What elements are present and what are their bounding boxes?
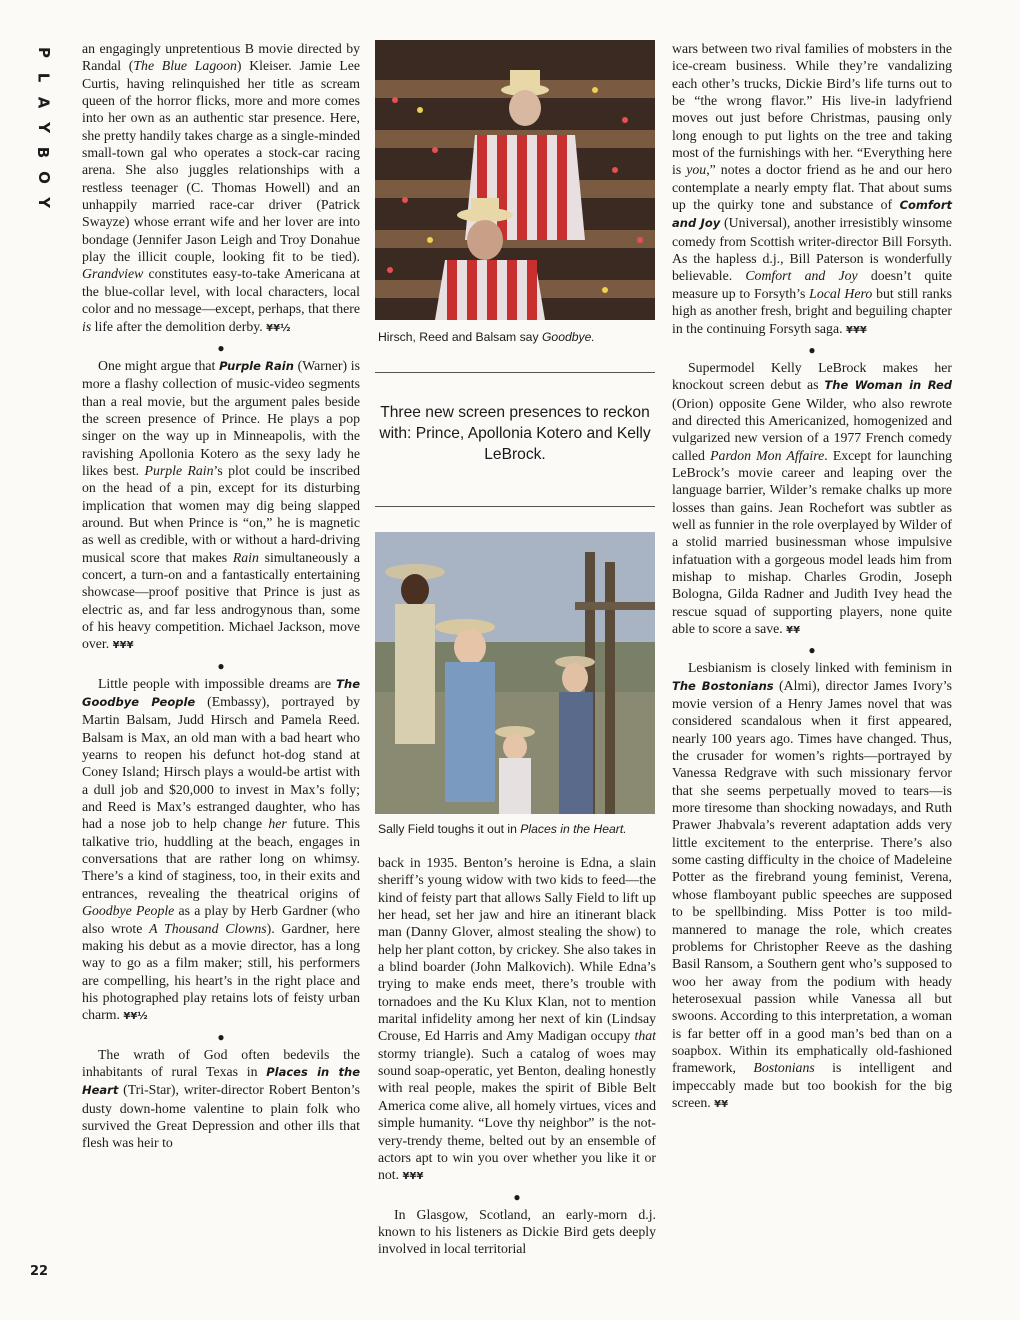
review-comfort-and-joy-continued: wars between two rival families of mobsters in the ice-cream business. While they’re vandalizing each other’s trucks, Dickie Bird’s life turns out to be “the wrong flavor.” His live-in ladyfriend moves out just before Christmas, pausing only long enough to put lights on the tree and taking most of the furnishings with her. “Everything here is you,” notes a doctor friend as he and our hero contemplate a nearly empty flat. That about sums up the quirky tone and substance of Comfort and Joy (Universal), another irresistibly winsome comedy from Scottish writer-director Bill Forsyth. As the hapless d.j., Bill Paterson is wonderfully believable. Comfort and Joy doesn’t quite measure up to Forsyth’s Local Hero but still ranks high as another fresh, bright and beguiling chapter in the continuing Forsyth saga. ¥¥¥: [672, 41, 952, 336]
review-comfort-and-joy: In Glasgow, Scotland, an early-morn d.j. known to his listeners as Dickie Bird gets deeply involved in local territorial: [378, 1206, 656, 1257]
divider-rule: [375, 506, 655, 507]
rating-icon: ¥¥¥: [845, 324, 867, 336]
rating-icon: ¥¥¥: [402, 1171, 424, 1183]
bullet-separator: [672, 344, 952, 356]
pull-quote: Three new screen presences to reckon with: Prince, Apollonia Kotero and Kelly LeBrock.: [379, 404, 651, 463]
photo-places-in-the-heart-image: [375, 532, 655, 814]
review-places-in-the-heart-continued: back in 1935. Benton’s heroine is Edna, a slain sheriff’s young widow with two kids to feed—the kind of feisty part that allows Sally Field to lift up her head, set her jaw and hire an itinerant black man (Danny Glover, almost stealing the show) to help her plant cotton, by crickey. She also takes in a blind boarder (John Malkovich). While Edna’s trying to make ends meet, there’s trouble with tornadoes and the Ku Klux Klan, not to mention marital infidelity among her next of kin (Lindsay Crouse, Ed Harris and Amy Madigan occupy that stormy triangle). Such a catalog of woes may sound soap-operatic, yet Benton, dealing honestly with real people, makes the spirit of Bible Belt America come alive, all homely virtues, vices and simple humanity. “Love thy neighbor” is the not-very-trendy theme, belted out by an ensemble of actors apt to win you over whether you like it or not. ¥¥¥: [378, 855, 656, 1183]
bullet-separator: [82, 1031, 360, 1043]
review-woman-in-red: Supermodel Kelly LeBrock makes her knockout screen debut as The Woman in Red (Orion) opposite Gene Wilder, who also rewrote and directed this Americanized, homogenized and vulgarized new version of a 1977 French comedy called Pardon Mon Affaire. Except for launching LeBrock’s movie career and leaping over the language barrier, Wilder’s remake chalks up more losses than gains. Jean Rochefort was subtler as well as funnier in the role overplayed by Wilder of a stolid married businessman whose impulsive infatuation with a gorgeous model leads him from mishap to mishap. Charles Grodin, Joseph Bologna, Gilda Radner and Judith Ivey head the rescue squad of supporting players, none quite able to score a save. ¥¥: [672, 359, 953, 636]
article-column-1: [82, 40, 360, 1152]
rating-icon: ¥¥: [714, 1098, 729, 1110]
masthead-letter: P: [34, 47, 53, 58]
review-grandview: an engagingly unpretentious B movie directed by Randal (The Blue Lagoon) Kleiser. Jamie Lee Curtis, having relinquished her title as scream queen of the horror flicks, more and more comes into her own as an authentic star presence. Here, she pretty handily takes charge as a single-minded small-town gal who operates a stock-car racing arena. She also juggles relationships with a restless teenager (C. Thomas Howell) and an unhappily married race-car driver (Patrick Swayze) whose errant wife and her lover are into bondage (Jennifer Jason Leigh and Troy Donahue play the illicit couple, looking fit to be tied). Grandview constitutes easy-to-take Americana at the blue-collar level, with local characters, local color and no message—except, perhaps, that there is life after the demolition derby. ¥¥½: [82, 41, 360, 334]
page-number: 22: [30, 1264, 49, 1279]
masthead-letter: Y: [34, 122, 53, 133]
review-bostonians: Lesbianism is closely linked with feminism in The Bostonians (Almi), director James Ivory’s movie version of a Henry James novel that was considered scandalous when it first appeared, nearly 100 years ago. Times have changed. Thus, the crusader for women’s rights—portrayed by Vanessa Redgrave with such missionary fervor that she seems perpetually moved to tears—is more tiresome than shocking nowadays, and Ruth Prawer Jhabvala’s reverent adaptation adds very little excitement to the enterprise. There’s also some casting difficulty in the choice of Madeleine Potter as the firebrand young feminist, Verena, whose flamboyant public speeches are supposed to be spellbinding. Miss Potter is too mild-mannered to manage the role, which creates problems for Christopher Reeve as the dashing Basil Ransom, a Southern gent who’s supposed to woo her away from the podium with heady heterosexual passion while Vanessa all but swoons. According to this interpretation, a woman is far better off in a good man’s bed than on a soapbox. Within its emphatically old-fashioned framework, Bostonians is intelligent and impeccably made but too bookish for the big screen. ¥¥: [672, 660, 953, 1110]
review-purple-rain: One might argue that Purple Rain (Warner) is more a flashy collection of music-video segments than a real movie, but the argument pales beside the screen presence of Prince. He plays a pop singer on the way up in Minneapolis, with the ravishing Apollonia Kotero as the sexy lady he likes best. Purple Rain’s plot could be inscribed on the head of a pin, except for its disturbing implication that women may dig being slapped around. But when Prince is “on,” he is magnetic as well as credible, with or without a hard-driving musical score that makes Rain simultaneously a concert, a turn-on and a fantastically entertaining showcase—proof positive that Prince is just as electric as, and far less androgynous than, some of his heavy competition. Michael Jackson, move over. ¥¥¥: [82, 357, 360, 652]
bullet-separator: [82, 342, 360, 354]
masthead-letter: O: [34, 171, 53, 184]
photo-places-in-the-heart: [375, 532, 655, 814]
review-goodbye-people: Little people with impossible dreams are The Goodbye People (Embassy), portrayed by Martin Balsam, Judd Hirsch and Pamela Reed. Balsam is Max, an old man with a bad heart who yearns to reopen his defunct hot-dog stand at Coney Island; Hirsch plays a would-be artist with a dull job and $20,000 to invest in Max’s folly; and Reed is Max’s estranged daughter, who has had a nose job to help change her future. This talkative trio, huddling at the beach, engages in conversations that are rather long on whimsy. There’s a kind of staginess, too, in their exits and entrances, revealing the theatrical origins of Goodbye People as a play by Herb Gardner (who also wrote A Thousand Clowns). Gardner, here making his debut as a movie director, has a long way to go as a film maker; still, his performers are compelling, his heart’s in the right place and his photographed play retains lots of feisty urban charm. ¥¥½: [82, 675, 360, 1023]
photo-caption: Sally Field toughs it out in Places in the Heart.: [378, 822, 627, 836]
photo-goodbye-people-image: [375, 40, 655, 320]
masthead-letter: Y: [34, 197, 53, 208]
rating-icon: ¥¥½: [123, 1011, 148, 1023]
article-column-3: [672, 40, 952, 1113]
review-places-in-the-heart: The wrath of God often bedevils the inhabitants of rural Texas in Places in the Heart (Tri-Star), writer-director Robert Benton’s dusty down-home valentine to plain folk who survived the Great Depression and other ills that flesh was heir to: [82, 1046, 360, 1151]
magazine-masthead: [30, 40, 56, 215]
rating-icon: ¥¥¥: [112, 640, 134, 652]
masthead-letter: A: [34, 96, 53, 109]
bullet-separator: [82, 660, 360, 672]
bullet-separator: [378, 1191, 656, 1203]
article-column-2: [378, 854, 656, 1258]
rating-icon: ¥¥½: [266, 322, 291, 334]
divider-rule: [375, 372, 655, 373]
masthead-letter: B: [34, 146, 53, 159]
photo-goodbye-people: [375, 40, 655, 320]
photo-caption: Hirsch, Reed and Balsam say Goodbye.: [378, 330, 595, 344]
masthead-letter: L: [34, 72, 53, 83]
bullet-separator: [672, 644, 952, 656]
rating-icon: ¥¥: [786, 625, 801, 636]
